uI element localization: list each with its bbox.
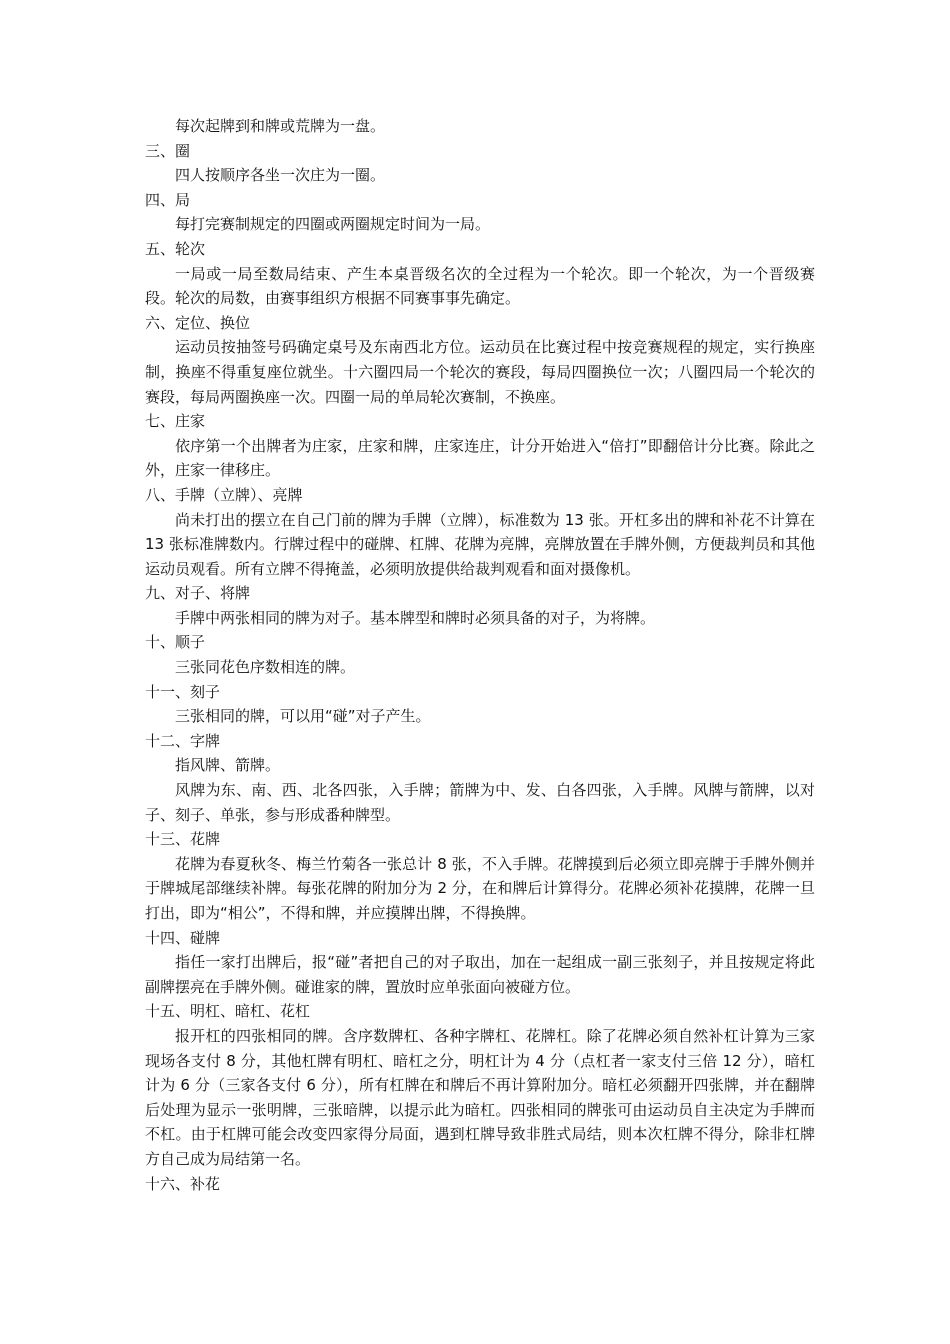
body-paragraph: 运动员按抽签号码确定桌号及东南西北方位。运动员在比赛过程中按竞赛规程的规定，实行换座制，换座不得重复座位就坐。十六圈四局一个轮次的赛段，每局四圈换位一次；八圈四局一个轮次的赛段，每局两圈换座一次。四圈一局的单局轮次赛制，不换座。 [145, 338, 815, 406]
section-heading: 十一、刻子 [145, 682, 221, 701]
section-heading: 六、定位、换位 [145, 313, 251, 332]
section-heading: 七、庄家 [145, 412, 206, 431]
body-paragraph: 花牌为春夏秋冬、梅兰竹菊各一张总计 8 张，不入手牌。花牌摸到后必须立即亮牌于手牌外侧并于牌城尾部继续补牌。每张花牌的附加分为 2 分，在和牌后计算得分。花牌必须补花摸牌，花牌一旦打出，即为“相公”，不得和牌，并应摸牌出牌，不得换牌。 [145, 854, 815, 922]
body-paragraph: 指风牌、箭牌。 [175, 756, 281, 775]
section-heading: 四、局 [145, 190, 191, 209]
body-paragraph: 每次起牌到和牌或荒牌为一盘。 [175, 117, 386, 135]
body-paragraph: 一局或一局至数局结束、产生本桌晋级名次的全过程为一个轮次。即一个轮次，为一个晋级赛段。轮次的局数，由赛事组织方根据不同赛事事先确定。 [145, 264, 815, 308]
section-heading: 十五、明杠、暗杠、花杠 [145, 1002, 311, 1021]
section-heading: 十四、碰牌 [145, 928, 221, 947]
body-paragraph: 风牌为东、南、西、北各四张，入手牌；箭牌为中、发、白各四张，入手牌。风牌与箭牌，以对子、刻子、单张，参与形成番种牌型。 [145, 781, 815, 824]
body-paragraph: 报开杠的四张相同的牌。含序数牌杠、各种字牌杠、花牌杠。除了花牌必须自然补杠计算为三家现场各支付 8 分，其他杠牌有明杠、暗杠之分，明杠计为 4 分（点杠者一家支付三倍 12 分），暗杠计为 6 分（三家各支付 6 分），所有杠牌在和牌后不再计算附加分。暗杠必须翻开四张牌，并在翻牌后处理为显示一张明牌，三张暗牌，以提示此为暗杠。四张相同的牌张可由运动员自主决定为手牌而不杠。由于杠牌可能会改变四家得分局面，遇到杠牌导致非胜式局结，则本次杠牌不得分，除非杠牌方自己成为局结第一名。 [145, 1026, 815, 1168]
section-heading: 八、手牌（立牌）、亮牌 [145, 485, 303, 504]
section-heading: 九、对子、将牌 [145, 584, 251, 603]
body-paragraph: 指任一家打出牌后，报“碰”者把自己的对子取出，加在一起组成一副三张刻子，并且按规定将此副牌摆亮在手牌外侧。碰谁家的牌，置放时应单张面向被碰方位。 [145, 953, 815, 996]
section-heading: 十、顺子 [145, 633, 206, 652]
body-paragraph: 依序第一个出牌者为庄家，庄家和牌，庄家连庄，计分开始进入“倍打”即翻倍计分比赛。除此之外，庄家一律移庄。 [145, 436, 815, 480]
body-paragraph: 每打完赛制规定的四圈或两圈规定时间为一局。 [175, 215, 491, 234]
body-paragraph: 三张相同的牌，可以用“碰”对子产生。 [175, 707, 431, 726]
body-paragraph: 三张同花色序数相连的牌。 [175, 658, 356, 677]
section-heading: 十二、字牌 [145, 731, 221, 750]
section-heading: 十六、补花 [145, 1174, 221, 1193]
section-heading: 五、轮次 [145, 239, 206, 258]
section-heading: 三、圈 [145, 141, 191, 160]
section-heading: 十三、花牌 [145, 830, 221, 849]
body-paragraph: 四人按顺序各坐一次庄为一圈。 [175, 166, 386, 185]
document-body [145, 114, 815, 1196]
body-paragraph: 手牌中两张相同的牌为对子。基本牌型和牌时必须具备的对子，为将牌。 [175, 608, 656, 627]
body-paragraph: 尚未打出的摆立在自己门前的牌为手牌（立牌），标准数为 13 张。开杠多出的牌和补花不计算在 13 张标准牌数内。行牌过程中的碰牌、杠牌、花牌为亮牌，亮牌放置在手牌外侧，方便裁判员和其他运动员观看。所有立牌不得掩盖，必须明放提供给裁判观看和面对摄像机。 [145, 510, 815, 578]
